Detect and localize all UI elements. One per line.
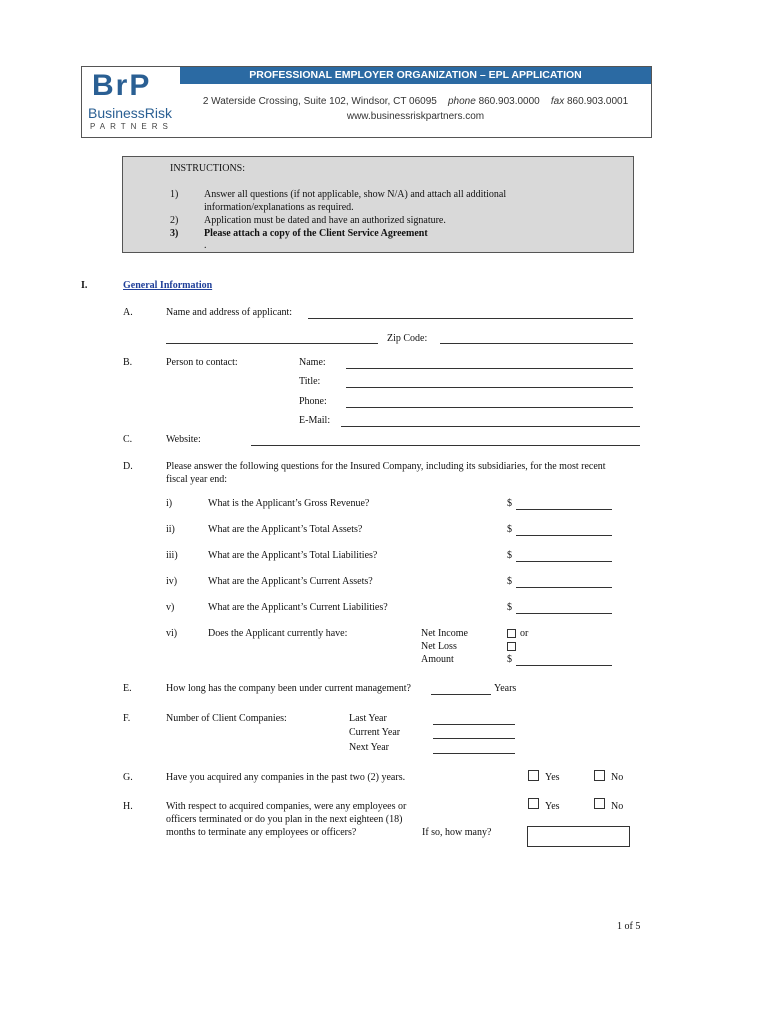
instruction-text-1: Answer all questions (if not applicable, show N/A) and attach all additional [204, 189, 507, 200]
current-year-label: Current Year [349, 727, 401, 738]
next-year-label: Next Year [349, 742, 389, 753]
termination-question-line2: officers terminated or do you plan in the next eighteen (18) [166, 814, 403, 825]
item-c-letter: C. [123, 434, 133, 445]
net-income-label: Net Income [421, 628, 468, 639]
address: 2 Waterside Crossing, Suite 102, Windsor, CT 06095 [202, 96, 437, 107]
logo-subtitle: PARTNERS [90, 122, 173, 131]
item-g-letter: G. [123, 772, 133, 783]
total-liabilities-field[interactable] [516, 561, 612, 562]
next-year-field[interactable] [433, 753, 515, 754]
financial-intro-line1: Please answer the following questions for the Insured Company, including its subsidiaries, for the most recent [166, 461, 606, 472]
termination-question-line1: With respect to acquired companies, were any employees or [166, 801, 407, 812]
total-assets-question: What are the Applicant’s Total Assets? [208, 524, 363, 535]
item-f-letter: F. [123, 713, 131, 724]
question-num: vi) [166, 628, 178, 639]
total-assets-field[interactable] [516, 535, 612, 536]
acquisitions-no-checkbox[interactable] [594, 770, 605, 781]
management-question: How long has the company been under current management? [166, 683, 411, 694]
instructions-heading: INSTRUCTIONS: [170, 163, 246, 174]
acquisitions-yes-checkbox[interactable] [528, 770, 539, 781]
dollar-sign: $ [507, 498, 512, 509]
item-b-letter: B. [123, 357, 133, 368]
contact-email-label: E-Mail: [299, 415, 331, 426]
current-assets-question: What are the Applicant’s Current Assets? [208, 576, 373, 587]
years-label: Years [494, 683, 517, 694]
instruction-text-2: Application must be dated and have an authorized signature. [204, 215, 446, 226]
client-companies-label: Number of Client Companies: [166, 713, 287, 724]
instruction-num-2: 2) [170, 215, 179, 226]
financial-intro-line2: fiscal year end: [166, 474, 228, 485]
dollar-sign: $ [507, 524, 512, 535]
question-num: iii) [166, 550, 178, 561]
net-loss-label: Net Loss [421, 641, 457, 652]
header-address-line [180, 96, 651, 107]
phone-number: 860.903.0000 [478, 96, 540, 107]
dollar-sign: $ [507, 654, 512, 665]
form-title: PROFESSIONAL EMPLOYER ORGANIZATION – EPL APPLICATION [180, 67, 651, 84]
current-liabilities-field[interactable] [516, 613, 612, 614]
last-year-field[interactable] [433, 724, 515, 725]
page-number: 1 of 5 [617, 921, 641, 932]
phone-label: phone [447, 96, 476, 107]
if-so-label: If so, how many? [422, 827, 492, 838]
contact-phone-label: Phone: [299, 396, 327, 407]
or-label: or [520, 628, 529, 639]
applicant-name-field[interactable] [308, 318, 633, 319]
question-num: i) [166, 498, 173, 509]
website-field[interactable] [251, 445, 640, 446]
net-income-checkbox[interactable] [507, 629, 516, 638]
contact-label: Person to contact: [166, 357, 238, 368]
instruction-trailing: . [204, 240, 207, 251]
net-income-question: Does the Applicant currently have: [208, 628, 348, 639]
website-label: Website: [166, 434, 201, 445]
question-num: ii) [166, 524, 175, 535]
company-logo [82, 67, 180, 137]
applicant-name-label: Name and address of applicant: [166, 307, 293, 318]
current-year-field[interactable] [433, 738, 515, 739]
fax-number: 860.903.0001 [566, 96, 629, 107]
termination-no-checkbox[interactable] [594, 798, 605, 809]
instruction-num-1: 1) [170, 189, 179, 200]
total-liabilities-question: What are the Applicant’s Total Liabilities? [208, 550, 378, 561]
dollar-sign: $ [507, 602, 512, 613]
contact-phone-field[interactable] [346, 407, 633, 408]
how-many-field[interactable] [527, 826, 630, 847]
yes-label: Yes [545, 801, 560, 812]
yes-label: Yes [545, 772, 560, 783]
instruction-text-3: Please attach a copy of the Client Service Agreement [204, 228, 428, 239]
zip-code-label: Zip Code: [387, 333, 428, 344]
fax-label: fax [550, 96, 565, 107]
gross-revenue-field[interactable] [516, 509, 612, 510]
instruction-num-3: 3) [170, 228, 179, 239]
management-years-field[interactable] [431, 694, 491, 695]
current-liabilities-question: What are the Applicant’s Current Liabilities? [208, 602, 388, 613]
dollar-sign: $ [507, 576, 512, 587]
contact-email-field[interactable] [341, 426, 640, 427]
contact-name-label: Name: [299, 357, 326, 368]
amount-field[interactable] [516, 665, 612, 666]
no-label: No [611, 801, 624, 812]
current-assets-field[interactable] [516, 587, 612, 588]
item-e-letter: E. [123, 683, 132, 694]
last-year-label: Last Year [349, 713, 387, 724]
termination-yes-checkbox[interactable] [528, 798, 539, 809]
item-a-letter: A. [123, 307, 133, 318]
amount-label: Amount [421, 654, 454, 665]
section-number: I. [81, 280, 88, 291]
question-num: iv) [166, 576, 178, 587]
contact-name-field[interactable] [346, 368, 633, 369]
net-loss-checkbox[interactable] [507, 642, 516, 651]
gross-revenue-question: What is the Applicant’s Gross Revenue? [208, 498, 370, 509]
termination-question-line3: months to terminate any employees or officers? [166, 827, 357, 838]
contact-title-field[interactable] [346, 387, 633, 388]
no-label: No [611, 772, 624, 783]
applicant-address-field[interactable] [166, 343, 378, 344]
item-d-letter: D. [123, 461, 133, 472]
question-num: v) [166, 602, 175, 613]
item-h-letter: H. [123, 801, 133, 812]
contact-title-label: Title: [299, 376, 321, 387]
instruction-text-1b: information/explanations as required. [204, 202, 354, 213]
dollar-sign: $ [507, 550, 512, 561]
header-website: www.businessriskpartners.com [346, 111, 485, 122]
acquisitions-question: Have you acquired any companies in the past two (2) years. [166, 772, 406, 783]
logo-mark: BrP [92, 69, 152, 102]
logo-name: BusinessRisk [88, 105, 173, 121]
zip-code-field[interactable] [440, 343, 633, 344]
section-title: General Information [123, 280, 213, 291]
